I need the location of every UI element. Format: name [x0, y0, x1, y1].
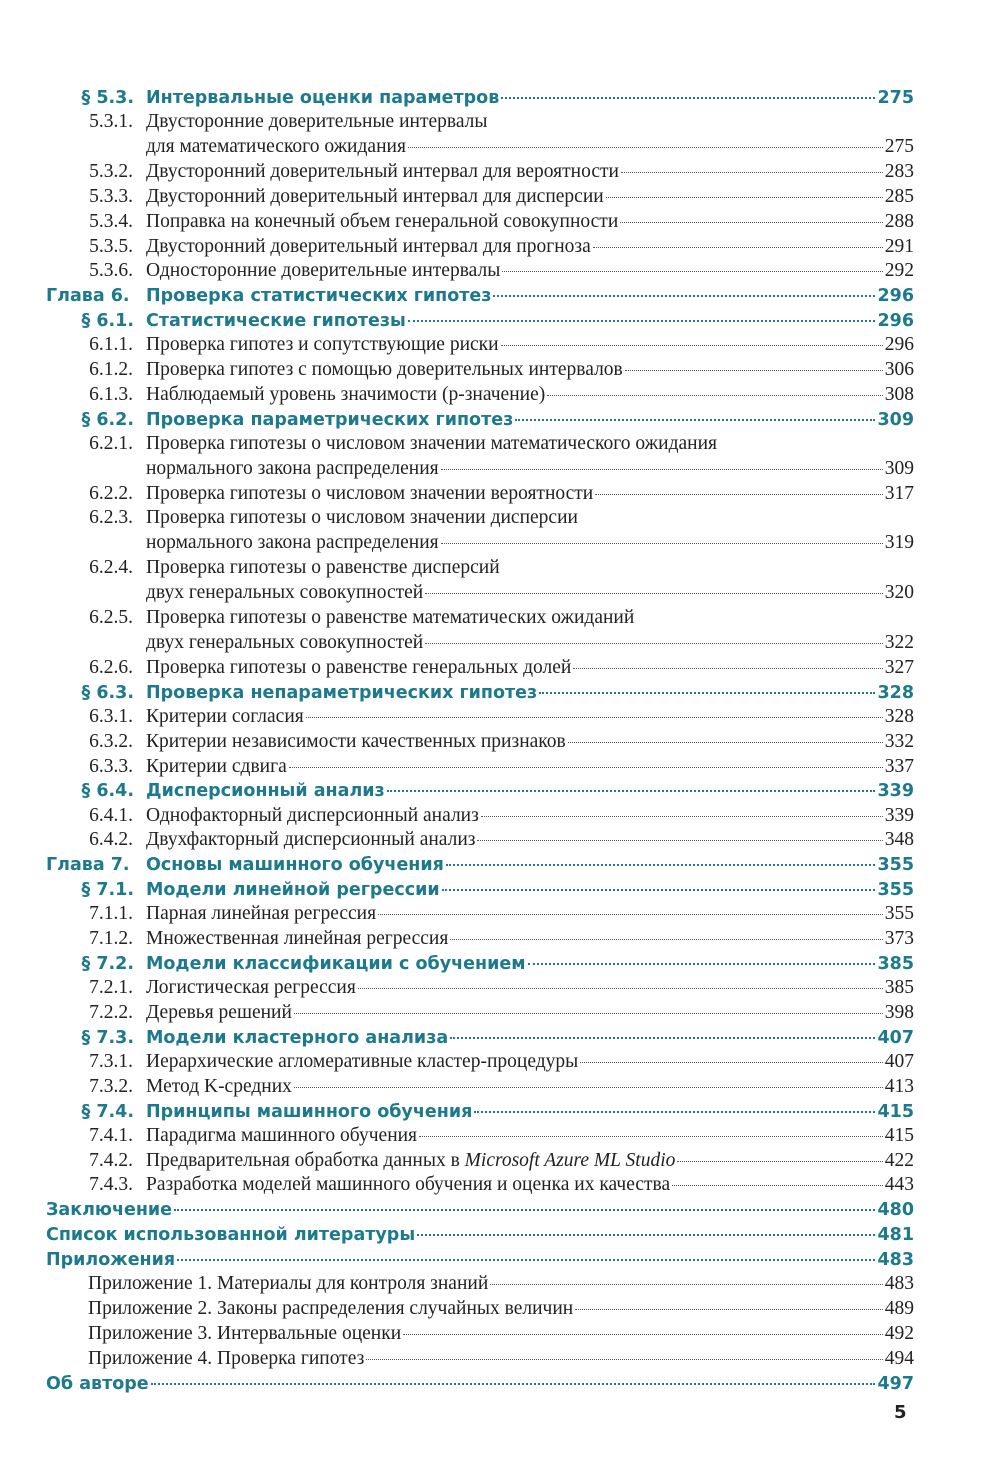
toc-entry[interactable] — [46, 828, 914, 853]
dot-leader — [575, 1309, 883, 1310]
dot-leader — [294, 1087, 883, 1088]
toc-entry[interactable] — [46, 853, 914, 878]
toc-entry-number: 7.4.2. — [89, 1149, 133, 1171]
dot-leader — [580, 1062, 883, 1063]
toc-entry[interactable] — [46, 333, 914, 358]
toc-entry-title: нормального закона распределения — [146, 457, 439, 479]
toc-entry-number: 6.2.6. — [89, 656, 133, 678]
toc-entry[interactable] — [46, 681, 914, 705]
toc-entry-number: 5.3.4. — [89, 210, 133, 232]
toc-entry[interactable] — [46, 135, 914, 160]
dot-leader — [289, 767, 883, 768]
toc-entry-title: Проверка непараметрических гипотез — [146, 682, 538, 703]
toc-entry-number: 7.3.2. — [89, 1075, 133, 1097]
toc-entry-number: 7.2.2. — [89, 1001, 133, 1023]
toc-entry[interactable] — [46, 730, 914, 755]
toc-entry-title: Статистические гипотезы — [146, 310, 406, 331]
toc-entry-title: Принципы машинного обучения — [146, 1101, 473, 1122]
toc-entry-page: 275 — [884, 135, 914, 157]
dot-leader — [501, 345, 883, 346]
toc-entry[interactable] — [46, 1075, 914, 1100]
toc-entry[interactable] — [46, 1272, 914, 1297]
toc-entry-page: 296 — [877, 310, 914, 331]
toc-entry-title: Двухфакторный дисперсионный анализ — [146, 829, 476, 851]
toc-entry-page: 480 — [877, 1200, 914, 1221]
toc-entry-page: 492 — [884, 1322, 914, 1344]
toc-entry-page: 489 — [884, 1297, 914, 1319]
toc-entry-title: Приложение 2. Законы распределения случайных величин — [88, 1297, 574, 1319]
toc-entry-title: Основы машинного обучения — [146, 855, 444, 876]
toc-entry-number: 6.2.2. — [89, 482, 133, 504]
toc-entry-page: 328 — [877, 682, 914, 703]
toc-entry-title: Модели кластерного анализа — [146, 1027, 449, 1048]
dot-leader — [481, 816, 883, 817]
dot-leader — [528, 963, 876, 965]
dot-leader — [621, 172, 883, 173]
toc-entry-page: 483 — [877, 1249, 914, 1270]
toc-entry-page: 328 — [884, 705, 914, 727]
toc-entry[interactable] — [46, 1248, 914, 1273]
dot-leader — [677, 1161, 882, 1162]
toc-entry-title: Интервальные оценки параметров — [146, 88, 500, 108]
toc-entry[interactable] — [46, 705, 914, 730]
toc-entry-number: 5.3.5. — [89, 235, 133, 257]
toc-entry[interactable] — [46, 1100, 914, 1124]
toc-entry-page: 275 — [877, 88, 914, 108]
toc-entry-title: Парадигма машинного обучения — [146, 1124, 418, 1146]
toc-entry[interactable] — [46, 976, 914, 1001]
toc-entry-number: 5.3.2. — [89, 160, 133, 182]
dot-leader — [306, 717, 883, 718]
toc-entry-page: 292 — [884, 260, 914, 282]
dot-leader — [573, 668, 882, 669]
toc-entry[interactable] — [46, 755, 914, 780]
toc-entry-page: 385 — [884, 976, 914, 998]
toc-entry-title: Двусторонние доверительные интервалы — [146, 111, 488, 133]
toc-entry-number: 7.3.1. — [89, 1050, 133, 1072]
toc-entry-number: § 6.1. — [81, 310, 134, 331]
toc-entry[interactable] — [46, 631, 914, 656]
toc-entry-page: 443 — [884, 1174, 914, 1196]
toc-entry-page: 339 — [877, 781, 914, 802]
dot-leader — [593, 247, 883, 248]
toc-entry-number: § 7.4. — [81, 1101, 134, 1122]
toc-entry-number: § 7.3. — [81, 1027, 134, 1048]
toc-entry-page: 398 — [884, 1001, 914, 1023]
toc-entry-title: Однофакторный дисперсионный анализ — [146, 804, 479, 826]
toc-entry[interactable] — [46, 358, 914, 383]
toc-entry-title: для математического ожидания — [146, 135, 406, 157]
dot-leader — [378, 914, 883, 915]
toc-entry-number: § 6.3. — [81, 682, 134, 703]
toc-entry-number: § 5.3. — [81, 88, 134, 108]
toc-entry-number: 6.1.1. — [89, 334, 133, 356]
dot-leader — [403, 1334, 883, 1335]
toc-entry[interactable] — [46, 556, 914, 581]
toc-entry[interactable] — [46, 1297, 914, 1322]
toc-entry-title: Проверка гипотез и сопутствующие риски — [146, 334, 499, 356]
toc-entry-title: Проверка параметрических гипотез — [146, 409, 514, 430]
toc-entry[interactable] — [46, 1223, 914, 1248]
toc-entry-page: 283 — [884, 160, 914, 182]
dot-leader — [515, 419, 875, 421]
toc-entry-title: Дисперсионный анализ — [146, 781, 385, 802]
toc-entry-title: Список использованной литературы — [46, 1224, 416, 1245]
toc-entry-page: 481 — [877, 1224, 914, 1245]
toc-entry-number: 6.2.4. — [89, 557, 133, 579]
toc-entry-title: Проверка гипотезы о равенстве математических ожиданий — [146, 607, 635, 629]
toc-entry-title: Деревья решений — [146, 1001, 292, 1023]
toc-entry-page: 348 — [884, 829, 914, 851]
toc-entry[interactable] — [46, 235, 914, 260]
toc-entry-page: 291 — [884, 235, 914, 257]
toc-entry-page: 385 — [877, 953, 914, 974]
toc-entry-number: 7.4.1. — [89, 1124, 133, 1146]
toc-entry-title: Приложение 4. Проверка гипотез — [88, 1347, 365, 1369]
toc-entry[interactable] — [46, 1050, 914, 1075]
toc-entry-page: 355 — [877, 879, 914, 900]
toc-entry[interactable] — [46, 110, 914, 135]
toc-entry[interactable] — [46, 160, 914, 185]
toc-entry-number: 7.4.3. — [89, 1174, 133, 1196]
toc-entry-title: Поправка на конечный объем генеральной совокупности — [146, 210, 619, 232]
toc-entry[interactable] — [46, 383, 914, 408]
dot-leader — [442, 889, 876, 891]
toc-entry-number: 6.2.1. — [89, 432, 133, 454]
dot-leader — [358, 988, 883, 989]
toc-entry[interactable] — [46, 1347, 914, 1372]
dot-leader — [625, 370, 883, 371]
dot-leader — [408, 320, 876, 322]
toc-entry[interactable] — [46, 952, 914, 976]
toc-entry-number: 6.1.3. — [89, 383, 133, 405]
dot-leader — [672, 1185, 883, 1186]
toc-entry-page: 306 — [884, 358, 914, 380]
toc-entry-title: Проверка гипотезы о числовом значении математического ожидания — [146, 432, 717, 454]
italic-term: Microsoft Azure ML Studio — [464, 1149, 676, 1171]
toc-entry[interactable] — [46, 656, 914, 681]
toc-entry-page: 355 — [877, 855, 914, 876]
toc-entry-number: 6.2.5. — [89, 607, 133, 629]
toc-entry-title: Критерии согласия — [146, 705, 304, 727]
toc-entry-page: 422 — [884, 1149, 914, 1171]
toc-entry-title: Парная линейная регрессия — [146, 903, 377, 925]
toc-entry-page: 327 — [884, 656, 914, 678]
toc-entry-page: 407 — [884, 1050, 914, 1072]
toc-entry-title: Модели линейной регрессии — [146, 879, 440, 900]
toc-entry-page: 308 — [884, 383, 914, 405]
toc-entry-page: 415 — [877, 1101, 914, 1122]
toc-entry-title: Об авторе — [46, 1373, 149, 1394]
toc-entry-number: 5.3.6. — [89, 260, 133, 282]
toc-entry-page: 337 — [884, 755, 914, 777]
toc-entry-number: § 7.2. — [81, 953, 134, 974]
toc-entry-page: 296 — [877, 286, 914, 307]
dot-leader — [441, 543, 883, 544]
toc-entry-number: Глава 7. — [46, 855, 130, 876]
toc-entry[interactable] — [46, 284, 914, 309]
dot-leader — [408, 147, 883, 148]
toc-entry[interactable] — [46, 902, 914, 927]
toc-entry-page: 332 — [884, 730, 914, 752]
toc-entry[interactable] — [46, 309, 914, 333]
toc-entry[interactable] — [46, 432, 914, 457]
dot-leader — [606, 197, 883, 198]
toc-entry[interactable] — [46, 1001, 914, 1026]
dot-leader — [501, 97, 875, 99]
toc-entry-title: Предварительная обработка данных в Microsoft Azure ML Studio — [146, 1149, 676, 1171]
toc-entry[interactable] — [46, 482, 914, 507]
toc-entry[interactable] — [46, 457, 914, 482]
toc-entry[interactable] — [46, 408, 914, 432]
toc-entry-title: Двусторонний доверительный интервал для дисперсии — [146, 185, 604, 207]
dot-leader — [425, 593, 883, 594]
toc-entry-page: 309 — [884, 457, 914, 479]
toc-entry[interactable] — [46, 1026, 914, 1050]
toc-entry-number: 6.4.2. — [89, 829, 133, 851]
toc-entry-title: нормального закона распределения — [146, 532, 439, 554]
dot-leader — [450, 939, 882, 940]
dot-leader — [417, 1234, 875, 1236]
toc-entry[interactable] — [46, 804, 914, 829]
toc-entry[interactable] — [46, 210, 914, 235]
toc-entry[interactable] — [46, 878, 914, 902]
toc-entry-number: § 6.4. — [81, 781, 134, 802]
page-number: 5 — [894, 1402, 907, 1423]
toc-entry-title: Проверка гипотезы о числовом значении дисперсии — [146, 507, 578, 529]
toc-entry-title: двух генеральных совокупностей — [146, 631, 424, 653]
toc-entry-title: Заключение — [46, 1200, 173, 1221]
toc-entry-number: 6.3.2. — [89, 730, 133, 752]
toc-entry[interactable] — [46, 506, 914, 531]
toc-entry[interactable] — [46, 1173, 914, 1198]
dot-leader — [151, 1383, 876, 1385]
toc-entry-number: Глава 6. — [46, 286, 130, 307]
dot-leader — [493, 295, 875, 297]
dot-leader — [441, 469, 883, 470]
toc-entry-page: 355 — [884, 903, 914, 925]
toc-entry-title: Наблюдаемый уровень значимости (p-значение) — [146, 383, 546, 405]
toc-entry-number: 5.3.3. — [89, 185, 133, 207]
toc-entry-page: 319 — [884, 532, 914, 554]
dot-leader — [366, 1359, 882, 1360]
toc-entry[interactable] — [46, 259, 914, 284]
dot-leader — [620, 222, 882, 223]
toc-entry-number: 7.1.1. — [89, 903, 133, 925]
toc-entry-number: 7.2.1. — [89, 976, 133, 998]
toc-entry-page: 497 — [877, 1373, 914, 1394]
toc-entry-title: Проверка гипотезы о равенстве генеральных долей — [146, 656, 572, 678]
dot-leader — [419, 1136, 883, 1137]
toc-entry-page: 285 — [884, 185, 914, 207]
toc-entry-page: 339 — [884, 804, 914, 826]
toc-entry-title: Критерии сдвига — [146, 755, 287, 777]
toc-entry-number: 6.1.2. — [89, 358, 133, 380]
toc-entry-title: Односторонние доверительные интервалы — [146, 260, 501, 282]
toc-entry-number: 6.2.3. — [89, 507, 133, 529]
toc-entry-page: 415 — [884, 1124, 914, 1146]
toc-entry-page: 320 — [884, 582, 914, 604]
dot-leader — [425, 643, 883, 644]
toc-entry[interactable] — [46, 927, 914, 952]
toc-entry-number: 6.3.3. — [89, 755, 133, 777]
dot-leader — [595, 494, 883, 495]
toc-entry-title: Проверка гипотез с помощью доверительных интервалов — [146, 358, 623, 380]
dot-leader — [446, 864, 876, 866]
toc-entry-title: Проверка гипотезы о равенстве дисперсий — [146, 557, 500, 579]
dot-leader — [474, 1111, 875, 1113]
toc-entry[interactable] — [46, 86, 914, 110]
toc-entry-title: Разработка моделей машинного обучения и оценка их качества — [146, 1174, 671, 1196]
toc-entry-title: Множественная линейная регрессия — [146, 927, 449, 949]
dot-leader — [177, 1259, 875, 1261]
dot-leader — [450, 1037, 875, 1039]
toc-entry-number: § 6.2. — [81, 409, 134, 430]
dot-leader — [568, 742, 883, 743]
toc-entry-number: 6.4.1. — [89, 804, 133, 826]
toc-entry-number: 7.1.2. — [89, 927, 133, 949]
toc-entry-number: § 7.1. — [81, 879, 134, 900]
toc-entry-number: 5.3.1. — [89, 111, 133, 133]
toc-entry-title: двух генеральных совокупностей — [146, 582, 424, 604]
toc-entry-title: Критерии независимости качественных признаков — [146, 730, 566, 752]
toc-entry-page: 407 — [877, 1027, 914, 1048]
toc-entry-page: 373 — [884, 927, 914, 949]
toc-entry-title: Метод K-средних — [146, 1075, 292, 1097]
toc-entry-page: 288 — [884, 210, 914, 232]
toc-entry-title: Двусторонний доверительный интервал для вероятности — [146, 160, 619, 182]
dot-leader — [387, 790, 876, 792]
toc-entry[interactable] — [46, 581, 914, 606]
toc-entry-title: Двусторонний доверительный интервал для прогноза — [146, 235, 591, 257]
dot-leader — [294, 1013, 883, 1014]
toc-entry-title: Логистическая регрессия — [146, 976, 356, 998]
dot-leader — [547, 395, 883, 396]
toc-entry-page: 483 — [884, 1273, 914, 1295]
toc-entry[interactable] — [46, 1198, 914, 1223]
toc-entry[interactable] — [46, 606, 914, 631]
dot-leader — [477, 840, 882, 841]
toc-entry-number: 6.3.1. — [89, 705, 133, 727]
dot-leader — [490, 1284, 882, 1285]
toc-entry-title: Модели классификации с обучением — [146, 953, 526, 974]
toc-entry[interactable] — [46, 1322, 914, 1347]
toc-entry[interactable] — [46, 185, 914, 210]
toc-entry[interactable] — [46, 1149, 914, 1174]
toc-entry[interactable] — [46, 779, 914, 803]
toc-entry-title: Приложения — [46, 1249, 176, 1270]
toc-entry-title: Проверка гипотезы о числовом значении вероятности — [146, 482, 594, 504]
toc-entry-page: 309 — [877, 409, 914, 430]
dot-leader — [502, 271, 882, 272]
toc-entry-title: Приложение 1. Материалы для контроля знаний — [88, 1273, 489, 1295]
toc-entry[interactable] — [46, 1372, 914, 1397]
table-of-contents — [46, 86, 914, 1396]
toc-entry[interactable] — [46, 531, 914, 556]
toc-entry-page: 317 — [884, 482, 914, 504]
toc-entry-title: Проверка статистических гипотез — [146, 286, 492, 307]
toc-entry-page: 322 — [884, 631, 914, 653]
toc-entry-title: Иерархические агломеративные кластер-процедуры — [146, 1050, 579, 1072]
toc-entry-page: 413 — [884, 1075, 914, 1097]
dot-leader — [174, 1209, 875, 1211]
toc-entry-page: 296 — [884, 334, 914, 356]
toc-entry[interactable] — [46, 1124, 914, 1149]
toc-entry-title: Приложение 3. Интервальные оценки — [88, 1322, 402, 1344]
toc-entry-page: 494 — [884, 1347, 914, 1369]
dot-leader — [539, 692, 875, 694]
